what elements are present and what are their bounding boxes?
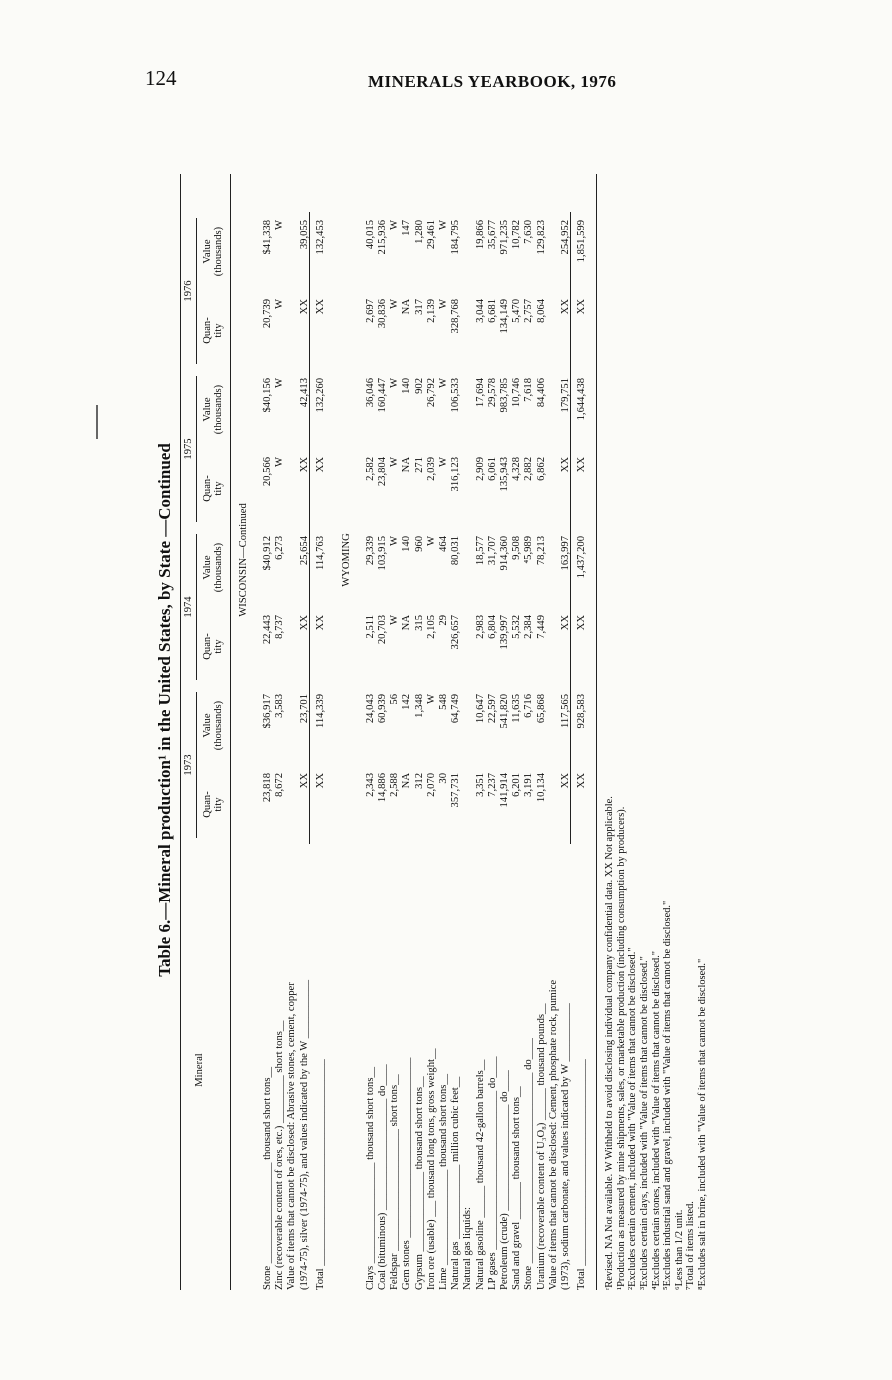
table-cell: 31,707 [486,536,498,566]
table-cell: 6,681 [486,299,498,323]
table-cell: 5,470 [511,299,523,323]
table-cell: 6,716 [523,694,535,718]
footnote: ²Excludes certain cement, included with "Value of items that cannot be disclosed." [627,947,639,1290]
table-cell: 312 [413,773,425,789]
state-section-heading: WISCONSIN—Continued [238,503,249,617]
table-cell: 134,149 [499,299,510,334]
table-cell: 6,201 [511,773,523,797]
table-cell: 914,360 [499,536,510,571]
table-cell: 9,508 [511,536,523,560]
table-cell: W [274,299,286,309]
table-cell: 328,768 [450,299,462,334]
table-cell: 23,818 [262,773,273,803]
table-cell: XX [298,457,310,473]
row-label: Natural gasoline ______ thousand 42-gallon barrels__ [474,1059,486,1290]
table-cell: 960 [413,536,425,552]
table-cell: 10,782 [511,220,523,250]
table-cell: 2,511 [364,615,376,639]
table-cell: 2,384 [523,615,535,639]
table-cell: 114,339 [314,694,326,729]
table-cell: W [438,299,449,309]
row-label: Petroleum (crude) ____________________ do____ [499,1070,510,1290]
year-header: 1976 [183,280,194,302]
table-cell: 30,836 [377,299,388,329]
table-cell: 1,437,200 [576,536,588,579]
table-cell: 928,583 [576,694,588,729]
value-header: Value (thousands) [202,700,224,751]
table-bottom-rule [596,174,597,1290]
table-cell: W [425,694,437,704]
table-cell: 8,064 [535,299,547,323]
row-label: Zinc (recoverable content of ores, etc.) _________ short tons__ [274,1020,286,1290]
year-header: 1973 [183,754,194,776]
table-cell: 140 [401,378,413,394]
table-cell: 2,588 [389,773,401,797]
table-cell: 10,134 [535,773,547,803]
table-cell: 2,697 [364,299,376,323]
table-cell: XX [314,615,326,631]
table-cell: 357,731 [450,773,462,808]
table-cell: 65,868 [535,694,547,724]
table-cell: 29,461 [425,220,437,250]
quantity-header: Quan- tity [202,475,224,502]
table-cell: XX [576,615,588,631]
table-cell: 1,348 [413,694,425,718]
row-label: Stone ___________________ thousand short tons__ [262,1066,273,1290]
table-cell: 6,862 [535,457,547,481]
table-cell: 1,280 [413,220,425,244]
table-cell: W [389,299,401,309]
table-cell: 2,343 [364,773,376,797]
table-cell: XX [560,299,571,315]
row-label: Iron ore (usable) ___ thousand long tons, gross weight__ [425,1048,437,1290]
row-label: (1973), sodium carbonate, and values indicated by W ___________ [560,1003,571,1290]
table-cell: 6,804 [486,615,498,639]
footnote: ⁶Less than 1/2 unit. [673,1209,685,1290]
year-header: 1974 [183,596,194,618]
table-cell: 64,749 [450,694,462,724]
mineral-header: Mineral [194,1053,205,1087]
table-cell: 18,577 [474,536,486,566]
table-cell: XX [576,457,588,473]
row-label: Value of items that cannot be disclosed: Cement, phosphate rock, pumice [547,979,559,1290]
year-underline [196,534,197,680]
table-title: Table 6.—Mineral production¹ in the United States, by State —Continued [155,443,174,977]
table-cell: 7,630 [523,220,535,244]
table-cell: 184,795 [450,220,462,255]
table-cell: 117,565 [560,694,571,729]
table-cell: 20,739 [262,299,273,329]
table-cell: 20,703 [377,615,388,645]
table-cell: XX [560,615,571,631]
table-cell: 2,039 [425,457,437,481]
quantity-header: Quan- tity [202,317,224,344]
table-cell: 140 [401,536,413,552]
table-cell: 2,139 [425,299,437,323]
table-cell: 29,339 [364,536,376,566]
table-cell: W [274,378,286,388]
table-cell: 40,015 [364,220,376,250]
table-cell: 78,213 [535,536,547,566]
table-cell: W [389,220,401,230]
table-cell: 114,763 [314,536,326,571]
table-cell: NA [401,457,413,473]
table-cell: 316,123 [450,457,462,492]
table-cell: $40,156 [262,378,273,413]
table-cell: 30 [438,773,449,784]
table-cell: W [425,536,437,546]
table-cell: 135,943 [499,457,510,492]
table-cell: $41,338 [262,220,273,255]
table-cell: 8,737 [274,615,286,639]
table-cell: 22,597 [486,694,498,724]
table-cell: 129,823 [535,220,547,255]
table-cell: 23,701 [298,694,310,724]
total-rule [309,212,310,844]
table-cell: 23,804 [377,457,388,487]
table-cell: 10,746 [511,378,523,408]
table-cell: W [438,220,449,230]
table-cell: 2,757 [523,299,535,323]
footnote: ³Excludes certain clays, included with "Value of items that cannot be disclosed." [639,956,650,1290]
footnote: ⁵Excludes industrial sand and gravel, included with "Value of items that cannot be disclosed." [662,900,674,1290]
table-cell: 3,044 [474,299,486,323]
table-cell: 7,618 [523,378,535,402]
table-cell: ⁴5,989 [523,536,535,564]
table-cell: 84,406 [535,378,547,408]
row-label: Gypsum _______________ thousand short tons__ [413,1076,425,1290]
table-cell: 11,635 [511,694,523,723]
table-cell: NA [401,615,413,631]
header-top-rule [180,174,181,1290]
table-cell: 315 [413,615,425,631]
table-cell: $40,912 [262,536,273,571]
table-cell: 36,046 [364,378,376,408]
table-cell: 3,351 [474,773,486,797]
table-cell: 3,583 [274,694,286,718]
table-cell: 14,886 [377,773,388,803]
table-cell: NA [401,773,413,789]
row-label: Sand and gravel _______ thousand short tons__ [511,1086,523,1290]
table-cell: 139,997 [499,615,510,650]
table-cell: XX [314,457,326,473]
running-head: MINERALS YEARBOOK, 1976 [368,72,617,91]
table-cell: 254,952 [560,220,571,255]
table-cell: XX [576,773,588,789]
footnote: ¹Production as measured by mine shipments, sales, or marketable production (including consumption by producers). [615,806,627,1290]
value-header: Value (thousands) [202,226,224,277]
table-cell: 132,453 [314,220,326,255]
table-cell: 19,866 [474,220,486,250]
table-cell: 163,997 [560,536,571,571]
table-cell: W [438,378,449,388]
row-label: Stone ____________________________________ do____ [523,1038,535,1290]
table-cell: 2,909 [474,457,486,481]
row-label: Gem stones __________________________________ [401,1057,413,1290]
table-cell: 160,447 [377,378,388,413]
row-label: Value of items that cannot be disclosed: Abrasive stones, cement, copper [286,982,298,1290]
table-cell: 271 [413,457,425,473]
table-cell: XX [314,773,326,789]
table-cell: W [389,536,401,546]
table-cell: 132,260 [314,378,326,413]
table-cell: 326,657 [450,615,462,650]
table-cell: 6,061 [486,457,498,481]
quantity-header: Quan- tity [202,791,224,818]
table-cell: 464 [438,536,449,552]
table-cell: 548 [438,694,449,710]
value-header: Value (thousands) [202,542,224,593]
table-cell: W [389,457,401,467]
table-cell: W [274,220,286,230]
table-cell: 80,031 [450,536,462,566]
margin-mark [96,405,98,439]
rotated-table-block [154,130,714,1290]
table-cell: 42,413 [298,378,310,408]
table-cell: 2,070 [425,773,437,797]
table-cell: 1,644,438 [576,378,588,421]
table-cell: 56 [389,694,401,705]
table-cell: 971,235 [499,220,510,255]
table-cell: W [389,615,401,625]
table-cell: XX [576,299,588,315]
table-cell: 4,328 [511,457,523,481]
footnote: ⁸Excludes salt in brine, included with "Value of items that cannot be disclosed." [697,958,708,1290]
table-cell: 2,882 [523,457,535,481]
row-label: Total _______________________________________ [314,1059,326,1290]
table-cell: 20,566 [262,457,273,487]
year-header: 1975 [183,438,194,460]
row-label: Clays ___________________ thousand short tons__ [364,1066,376,1290]
table-cell: 7,449 [535,615,547,639]
header-bottom-rule [230,174,231,1290]
table-cell: XX [298,299,310,315]
row-label: LP gases ______________________________ do____ [486,1056,498,1290]
footnote: ⁷Total of items listed. [685,1201,697,1290]
page-number: 124 [145,66,177,90]
row-label: Lime __________________ thousand short tons__ [438,1074,449,1290]
table-cell: 29 [438,615,449,626]
table-cell: 142 [401,694,413,710]
table-cell: 147 [401,220,413,236]
table-cell: 5,532 [511,615,523,639]
table-cell: 10,647 [474,694,486,724]
table-cell: XX [298,773,310,789]
footnote: ⁴Excludes certain stones, included with "Value of items that cannot be disclosed." [650,950,662,1290]
table-cell: 17,694 [474,378,486,408]
table-cell: 2,105 [425,615,437,639]
table-cell: 39,055 [298,220,310,250]
table-cell: 541,820 [499,694,510,729]
state-section-heading: WYOMING [340,533,352,587]
table-cell: 215,936 [377,220,388,255]
year-underline [196,692,197,838]
table-cell: W [389,378,401,388]
table-cell: 7,237 [486,773,498,797]
row-label: Feldspar _______________________ short tons__ [389,1074,401,1290]
table-cell: 8,672 [274,773,286,797]
table-cell: $36,917 [262,694,273,729]
total-rule [570,212,571,844]
quantity-header: Quan- tity [202,633,224,660]
year-underline [196,218,197,364]
footnote: ʳRevised. NA Not available. W Withheld to avoid disclosing individual company confidential data. XX Not applicable. [604,796,616,1290]
table-cell: XX [314,299,326,315]
row-label: Uranium (recoverable content of U₃O₈) ______ thousand pounds__ [535,1003,547,1290]
table-cell: 60,939 [377,694,388,724]
row-label: Natural gas liquids: [462,1207,474,1290]
table-cell: 103,915 [377,536,388,571]
table-cell: 6,273 [274,536,286,560]
table-cell: 179,751 [560,378,571,413]
table-cell: 22,443 [262,615,273,645]
table-cell: 25,654 [298,536,310,566]
table-cell: XX [560,773,571,789]
table-cell: 317 [413,299,425,315]
table-cell: W [274,457,286,467]
table-cell: 35,677 [486,220,498,250]
table-cell: 3,191 [523,773,535,797]
table-cell: 29,578 [486,378,498,408]
table-cell: 2,983 [474,615,486,639]
table-cell: 983,785 [499,378,510,413]
row-label: (1974-75), silver (1974-75), and values indicated by the W ___________ [298,979,310,1290]
table-cell: XX [298,615,310,631]
table-cell: NA [401,299,413,315]
table-cell: 26,792 [425,378,437,408]
value-header: Value (thousands) [202,384,224,435]
year-underline [196,376,197,522]
row-label: Coal (bituminous) _____________________ do____ [377,1064,388,1290]
table-cell: 1,851,599 [576,220,588,263]
table-cell: 24,043 [364,694,376,724]
table-cell: 106,533 [450,378,462,413]
table-cell: XX [560,457,571,473]
row-label: Total _______________________________________ [576,1059,588,1290]
table-cell: W [438,457,449,467]
row-label: Natural gas ______________ million cubic feet__ [450,1076,462,1290]
table-cell: 902 [413,378,425,394]
table-cell: 141,914 [499,773,510,808]
table-cell: 2,582 [364,457,376,481]
